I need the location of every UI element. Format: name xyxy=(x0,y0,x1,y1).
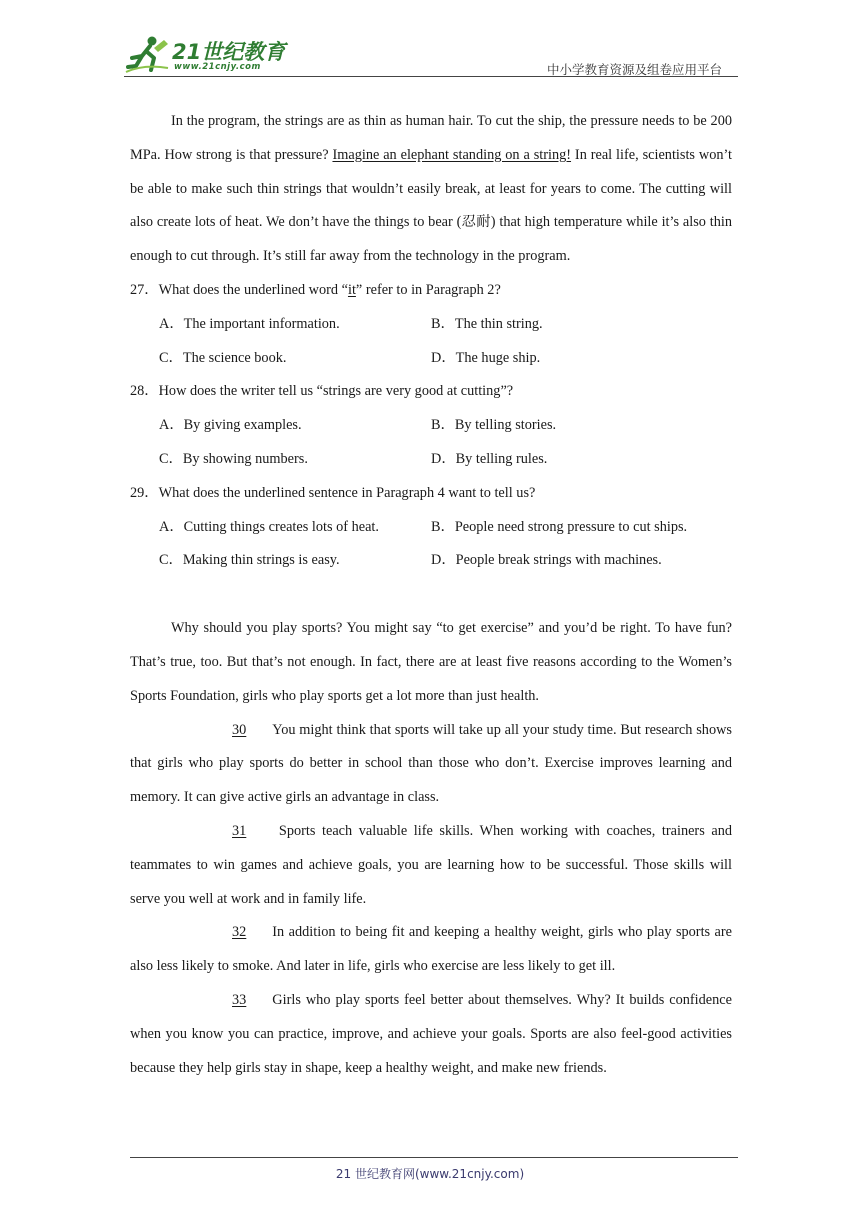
passage2-paragraph xyxy=(130,984,732,1085)
logo-url: www.21cnjy.com xyxy=(174,62,261,72)
option-b[interactable]: B．By telling stories. xyxy=(431,417,557,434)
options-row xyxy=(130,544,732,578)
option-c[interactable]: C．The science book. xyxy=(159,349,287,366)
option-b[interactable]: B．People need strong pressure to cut ships. xyxy=(431,518,688,535)
option-d[interactable]: D．The huge ship. xyxy=(431,349,541,366)
question-stem: ” refer to in Paragraph 2? xyxy=(355,281,501,298)
option-a[interactable]: A．By giving examples. xyxy=(159,417,302,434)
blank-33[interactable] xyxy=(171,984,266,1018)
question-stem: 28．How does the writer tell us “strings are very good at cutting”? xyxy=(130,383,514,400)
blank-32[interactable] xyxy=(171,916,266,950)
question-29 xyxy=(130,477,732,511)
options-row xyxy=(130,511,732,545)
text-run: In real life, scientists won’t be able to make such thin strings that wouldn’t easily break, at least for years to come. The cutting will also create lots of heat. We don’t have the things to bear (忍耐) that high temperature while it’s also thin enough to cut through. It’s still far away from the technology in the program. xyxy=(130,146,732,265)
header-divider xyxy=(124,76,738,77)
blank-number: 30 xyxy=(232,721,247,738)
options-row xyxy=(130,443,732,477)
paragraph-text: You might think that sports will take up all your study time. But research shows that girls who play sports do better in school than those who don’t. Exercise improves learning and memory. It can give active girls an advantage in class. xyxy=(130,721,732,806)
section-gap xyxy=(130,578,732,612)
platform-name: 中小学教育资源及组卷应用平台 xyxy=(546,62,722,77)
underlined-sentence: Imagine an elephant standing on a string! xyxy=(332,146,572,163)
options-row xyxy=(130,342,732,376)
passage1-paragraph xyxy=(130,105,732,274)
blank-number: 33 xyxy=(232,991,247,1008)
options-row xyxy=(130,308,732,342)
passage2-intro: Why should you play sports? You might say “to get exercise” and you’d be right. To have fun? That’s true, too. But that’s not enough. In fact, there are at least five reasons according to the Women’s Sports Foundation, girls who play sports get a lot more than just health. xyxy=(130,620,732,704)
page-content xyxy=(130,105,732,1085)
option-d[interactable]: D．People break strings with machines. xyxy=(431,552,662,569)
blank-number: 32 xyxy=(232,924,247,941)
site-logo xyxy=(124,34,294,76)
options-row xyxy=(130,409,732,443)
option-a[interactable]: A．The important information. xyxy=(159,315,340,332)
footer-divider xyxy=(130,1157,738,1158)
passage2-paragraph xyxy=(130,714,732,815)
question-27 xyxy=(130,274,732,308)
option-c[interactable]: C．By showing numbers. xyxy=(159,450,308,467)
paragraph-text: In addition to being fit and keeping a healthy weight, girls who play sports are also less likely to smoke. And later in life, girls who exercise are less likely to get ill. xyxy=(130,924,732,975)
question-stem: 29．What does the underlined sentence in Paragraph 4 want to tell us? xyxy=(130,484,536,501)
passage2-paragraph xyxy=(130,815,732,916)
blank-number: 31 xyxy=(232,822,247,839)
underlined-word: it xyxy=(347,281,356,298)
question-28 xyxy=(130,375,732,409)
passage2-paragraph xyxy=(130,916,732,984)
text-run: In the program, the strings are as thin as human hair. To cut the ship, the pressure needs to be 200 MPa. How strong is that pressure? xyxy=(130,113,732,163)
runner-icon xyxy=(124,34,170,74)
paragraph-text: Girls who play sports feel better about themselves. Why? It builds confidence when you know you can practice, improve, and achieve your goals. Sports are also feel-good activities because they help girls stay in shape, keep a healthy weight, and make new friends. xyxy=(130,991,732,1076)
question-stem: 27．What does the underlined word “ xyxy=(130,281,348,298)
paragraph-text: Sports teach valuable life skills. When working with coaches, trainers and teammates to win games and achieve goals, you are learning how to be successful. Those skills will serve you well at work and in family life. xyxy=(130,822,732,907)
option-a[interactable]: A．Cutting things creates lots of heat. xyxy=(159,518,379,535)
logo-text: 21世纪教育 xyxy=(172,40,286,64)
blank-31[interactable] xyxy=(171,815,266,849)
option-c[interactable]: C．Making thin strings is easy. xyxy=(159,552,340,569)
blank-30[interactable] xyxy=(171,714,266,748)
option-b[interactable]: B．The thin string. xyxy=(431,315,543,332)
page-header xyxy=(124,34,738,78)
page-footer[interactable]: 21 世纪教育网(www.21cnjy.com) xyxy=(335,1167,525,1181)
option-d[interactable]: D．By telling rules. xyxy=(431,450,548,467)
